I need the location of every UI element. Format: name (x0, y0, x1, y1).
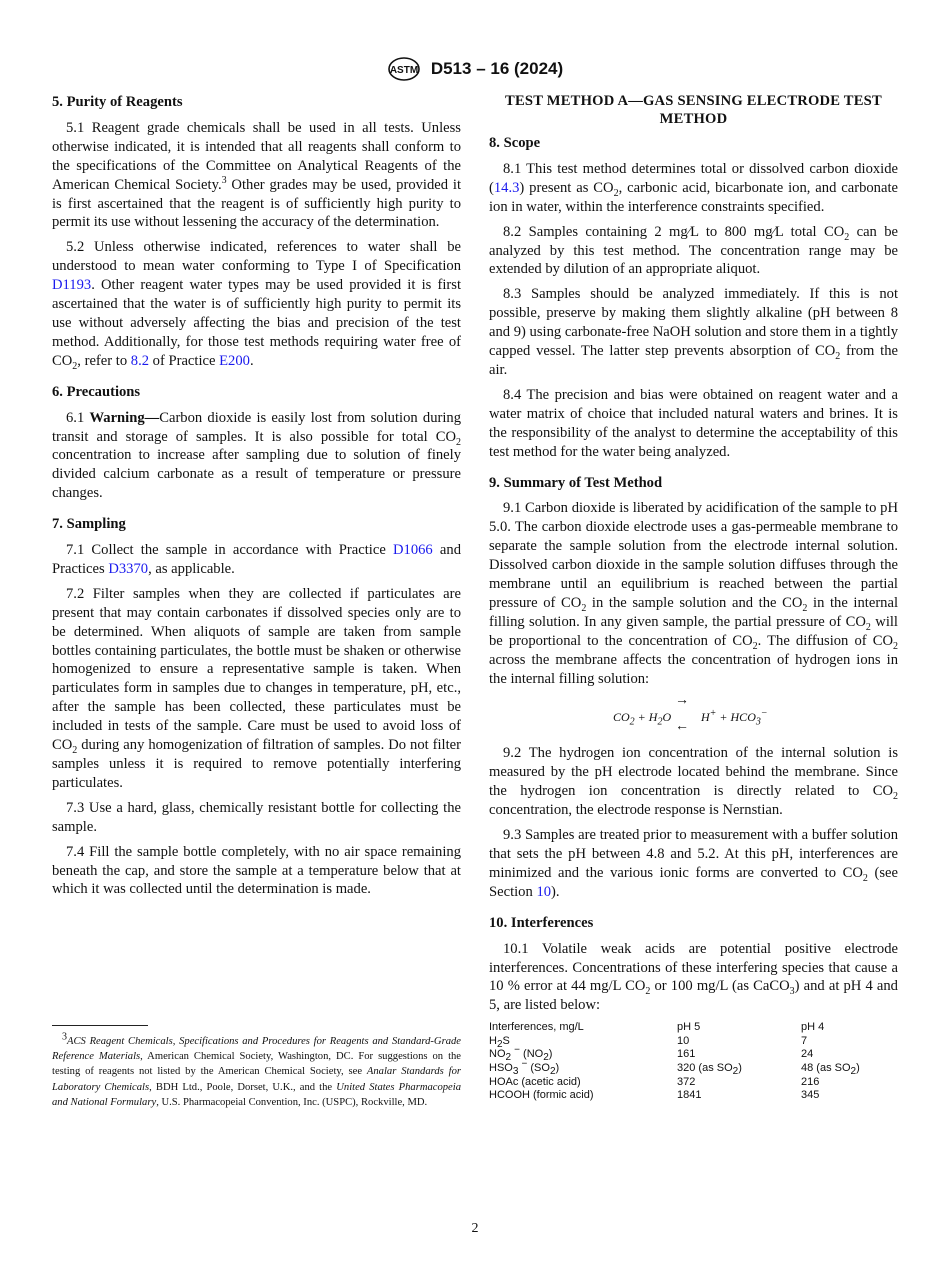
text-run: HCOOH (formic acid) (489, 1089, 594, 1102)
left-column (52, 93, 461, 905)
arrow-glyph: → (675, 693, 689, 709)
text-run: , as applicable. (148, 560, 235, 577)
text-run: 9.3 Samples are treated prior to measurement with a buffer solution that sets the pH between 4.8 and 5.2. At this pH, interferences are minimized and the various ionic forms are converted to CO (489, 827, 898, 881)
text-sup: − (521, 1058, 528, 1070)
text-run: ) and at pH 4 and 5, are listed below: (489, 978, 898, 1014)
table-cell (677, 1076, 801, 1090)
text-run: S (502, 1034, 510, 1047)
section-heading (489, 134, 898, 153)
text-sub: 2 (862, 872, 868, 884)
text-run: ). (551, 883, 560, 900)
text-run: TEST METHOD A—GAS SENSING ELECTRODE TEST METHOD (505, 93, 882, 127)
text-sub: 2 (893, 640, 899, 652)
text-run: HOAc (acetic acid) (489, 1075, 581, 1088)
table-row (489, 1062, 860, 1076)
text-run: of Practice (149, 352, 220, 369)
text-run: , BDH Ltd., Poole, Dorset, U.K., and the (149, 1081, 337, 1093)
table-cell (489, 1089, 677, 1103)
text-run: 8.4 The precision and bias were obtained on reagent water and a water matrix of choice that included natural waters and brines. It is the responsibility of the analyst to determine the acceptability of this test method for the water being analyzed. (489, 386, 898, 460)
section-heading (52, 515, 461, 534)
text-run: 6.1 (66, 409, 90, 426)
text-run: 7.1 Collect the sample in accordance with Practice (66, 542, 393, 559)
paragraph (489, 826, 898, 902)
text-sub: 2 (850, 1066, 857, 1078)
text-sub: 2 (613, 187, 619, 199)
paragraph (489, 744, 898, 820)
text-run: 10 (677, 1034, 690, 1047)
text-run: in the sample solution and the CO (586, 594, 803, 611)
text-run: in the internal filling solution. In any given sample, the partial pressure of CO (489, 594, 899, 630)
table-cell (489, 1058, 677, 1078)
text-run: Interferences, mg/L (489, 1021, 584, 1034)
text-sub: 3 (789, 986, 795, 998)
text-sub: 2 (505, 1052, 512, 1064)
reference-link[interactable]: 14.3 (493, 179, 520, 196)
table-row (489, 1089, 860, 1103)
text-run: NO (489, 1048, 506, 1061)
text-run: ) (856, 1062, 860, 1075)
footnote-text (52, 1031, 462, 1110)
text-run: pH 4 (801, 1021, 825, 1034)
text-run: , American Chemical Society, Washington, DC. For suggestions on the testing of reagents not listed by the American Chemical Society, see (52, 1051, 462, 1078)
text-run: 5.1 Reagent grade chemicals shall be used in all tests. Unless otherwise indicated, it is intended that all reagents shall conform to the specifications of the Committee on Analytical Reagents of the American Chemical Society. (52, 119, 461, 193)
footnote-divider (52, 1025, 148, 1026)
paragraph (489, 160, 898, 217)
text-sub: 2 (802, 602, 808, 614)
text-sub: 2 (456, 436, 461, 448)
text-run: 9. Summary of Test Method (489, 474, 663, 491)
text-run: 7. Sampling (52, 516, 126, 533)
text-run: (NO (519, 1048, 544, 1061)
text-run: 7.2 Filter samples when they are collected if particulates are present that may contain carbonates if dissolved species only are to be determined. When aliquots of sample are taken from sample bottles containing particulates, the bottle must be shaken or otherwise homogenized to ensure a representative sample is taken. When particulates form in samples due to changes in temperature, pH, etc., after the sample has been collected, these particulates must be included in tests of the sample. Care must be used to avoid loss of CO (52, 585, 461, 754)
text-run: 5. Purity of Reagents (52, 94, 183, 110)
paragraph (52, 541, 461, 579)
text-run: 8.2 Samples containing 2 mg⁄L to 800 mg⁄L total CO (503, 223, 845, 240)
text-run: , U.S. Pharmacopeial Convention, Inc. (USPC), Rockville, MD. (156, 1096, 428, 1108)
text-run: 6. Precautions (52, 383, 141, 400)
section-heading (489, 474, 898, 493)
text-run: ) (738, 1062, 742, 1075)
paragraph (489, 386, 898, 462)
equilibrium-arrows-icon (675, 694, 689, 734)
paragraph (52, 843, 461, 900)
text-run: . The diffusion of CO (757, 632, 894, 649)
text-run: ) (555, 1062, 560, 1075)
text-run: CO (613, 710, 630, 725)
text-run: HSO (489, 1062, 513, 1075)
text-run: + H (634, 710, 658, 725)
text-run: (see Section (489, 864, 898, 900)
table-cell (677, 1021, 801, 1035)
text-run: 8.1 This test method determines total or dissolved carbon dioxide ( (489, 160, 898, 196)
text-run: concentration to increase after sampling due to solution of finely divided calcium carbonate as a result of temperature or pressure changes. (52, 447, 461, 502)
right-column (489, 93, 898, 1103)
table-row (489, 1035, 860, 1049)
text-sup: 3 (221, 174, 227, 186)
text-run: 7.4 Fill the sample bottle completely, with no air space remaining beneath the cap, and store the sample at a temperature below that at which it was collected until the determination is made. (52, 843, 461, 898)
text-sub: 2 (844, 231, 850, 243)
table-header-row (489, 1021, 860, 1035)
text-run: . (249, 352, 254, 369)
table-cell (801, 1076, 860, 1090)
paragraph (52, 409, 461, 504)
text-sub: 2 (645, 986, 651, 998)
table-cell (801, 1021, 860, 1035)
text-run: 10. Interferences (489, 914, 594, 931)
text-sup: − (760, 708, 768, 720)
text-sub: 2 (657, 716, 663, 728)
astm-logo-icon (387, 56, 421, 82)
text-sub: 2 (629, 716, 635, 728)
svg-text:ASTM: ASTM (389, 65, 418, 76)
text-run: from the air. (489, 343, 899, 378)
table-cell (489, 1021, 677, 1035)
arrow-glyph: ← (675, 719, 689, 735)
text-run: 48 (as SO (801, 1062, 851, 1075)
document-designation: D513 – 16 (2024) (430, 59, 564, 78)
text-run: or 100 mg/L (as CaCO (650, 978, 790, 995)
text-run: , carbonic acid, bicarbonate ion, and carbonate ion in water, within the interference constraints specified. (489, 179, 898, 215)
text-run: 9.2 The hydrogen ion concentration of the internal solution is measured by the pH electrode located behind the membrane. Since the hydrogen ion concentration is directly related to CO (489, 745, 898, 800)
table-cell (677, 1062, 801, 1076)
test-method-title (489, 93, 898, 128)
section-heading (489, 914, 898, 933)
text-run: H (701, 710, 710, 725)
paragraph (52, 585, 461, 793)
text-run: and Practices (52, 542, 461, 577)
text-i: United States Pharmacopeia and National Formulary (52, 1081, 461, 1108)
text-run: 10.1 Volatile weak acids are potential positive electrode interferences. Concentrations of these interfering species that cause a 10 % error at 44 mg/L CO (489, 940, 898, 995)
table-cell (489, 1076, 677, 1090)
text-run: 7 (801, 1034, 808, 1047)
text-run: will be proportional to the concentration of CO (489, 613, 898, 649)
text-run: Carbon dioxide is easily lost from solution during transit and storage of samples. It is also possible for total CO (52, 409, 461, 445)
text-i: ACS Reagent Chemicals, Specifications and Procedures for Reagents and Standard-Grade Reference Materials (52, 1036, 461, 1063)
text-run: during any homogenization of filtration of samples. Do not filter samples unless it is required to remove potentially interfering particulates. (52, 737, 461, 791)
text-sub: 2 (496, 1039, 503, 1051)
reference-link[interactable]: D3370 (108, 560, 149, 577)
text-run: 7.3 Use a hard, glass, chemically resistant bottle for collecting the sample. (52, 799, 461, 835)
text-run: . Other reagent water types may be used provided it is first ascertained that the water is of sufficiently high purity to permit its use without adversely affecting the bias and precision of the test method. Additionally, for those test methods requiring water free of CO (52, 277, 461, 369)
text-run: across the membrane affects the concentration of hydrogen ions in the internal filling solution: (489, 651, 898, 687)
text-run: 8.3 Samples should be analyzed immediately. If this is not possible, preserve by making them slightly alkaline (pH between 8 and 9) using carbonate-free NaOH solution and store them in a tightly capped vessel. The latter step prevents absorption of CO (489, 286, 898, 360)
text-run: concentration, the electrode response is Nernstian. (489, 802, 783, 819)
section-heading (52, 383, 461, 402)
text-run: ) present as CO (519, 179, 614, 196)
table-row (489, 1048, 860, 1062)
text-run: + HCO (716, 710, 756, 725)
text-sub: 2 (581, 602, 587, 614)
chemical-equation (489, 694, 898, 734)
text-sub: 2 (732, 1066, 739, 1078)
text-run: 5.2 Unless otherwise indicated, references to water shall be understood to mean water conforming to Type I of Specification (52, 239, 461, 275)
interferences-table (489, 1021, 860, 1103)
text-sub: 2 (543, 1052, 549, 1064)
text-sub: 2 (72, 745, 78, 756)
paragraph (52, 799, 461, 837)
text-run: 24 (801, 1048, 814, 1061)
text-run: 345 (801, 1089, 820, 1102)
table-cell (677, 1089, 801, 1103)
table-cell (801, 1062, 860, 1076)
text-run: (SO (527, 1062, 550, 1075)
text-sub: 2 (865, 621, 871, 633)
text-run: 372 (677, 1075, 696, 1088)
equation-products (701, 708, 768, 727)
text-run: 216 (801, 1075, 820, 1088)
paragraph (52, 119, 461, 232)
section-heading (52, 93, 461, 112)
reference-link[interactable]: D1193 (52, 277, 92, 294)
text-b: Warning— (89, 409, 160, 426)
page-header (0, 56, 950, 82)
text-run: O (662, 710, 672, 725)
text-sub: 2 (835, 350, 841, 362)
paragraph (489, 940, 898, 1016)
table-cell (801, 1089, 860, 1103)
text-sub: 2 (72, 360, 78, 372)
footnote (52, 1031, 462, 1110)
text-sub: 3 (512, 1066, 519, 1078)
table-row (489, 1076, 860, 1090)
text-run: 1841 (677, 1089, 702, 1102)
text-sub: 3 (755, 716, 761, 728)
reference-link[interactable]: E200 (219, 352, 250, 369)
text-sub: 2 (549, 1066, 556, 1078)
text-run: ) (548, 1048, 553, 1061)
text-run: 320 (as SO (677, 1062, 733, 1075)
text-sup: + (709, 708, 717, 720)
text-run: Other grades may be used, provided it is first ascertained that the reagent is of sufficiently high purity to permit its use without lessening the accuracy of the determination. (52, 176, 461, 231)
text-run: , refer to (77, 352, 131, 369)
paragraph (52, 238, 461, 370)
table-cell (677, 1035, 801, 1049)
reference-link[interactable]: 10 (536, 883, 552, 900)
text-sup: 3 (62, 1031, 67, 1043)
reference-link[interactable]: D1066 (393, 542, 433, 559)
paragraph (489, 285, 898, 380)
table-cell (801, 1035, 860, 1049)
text-sub: 2 (893, 791, 898, 803)
reference-link[interactable]: 8.2 (130, 352, 150, 369)
text-run: pH 5 (677, 1021, 701, 1034)
table-cell (677, 1048, 801, 1062)
text-run: 8. Scope (489, 135, 541, 151)
table-cell (489, 1044, 677, 1064)
paragraph (489, 499, 898, 688)
text-run: 161 (677, 1048, 696, 1061)
equation-reactants (613, 708, 671, 727)
text-run: can be analyzed by this test method. The concentration range may be extended by dilution of an appropriate aliquot. (489, 223, 898, 278)
text-run: H (489, 1034, 497, 1047)
text-sub: 2 (752, 640, 758, 652)
paragraph (489, 223, 898, 280)
page-number: 2 (471, 1221, 479, 1236)
table-cell (801, 1048, 860, 1062)
text-i: Analar Standards for Laboratory Chemicals (52, 1066, 461, 1093)
text-run: 9.1 Carbon dioxide is liberated by acidification of the sample to pH 5.0. The carbon dioxide electrode uses a gas-permeable membrane to separate the sample solution from the electrode internal solution. Dissolved carbon dioxide in the sample solution diffuses through the membrane until an equilibrium is reached between the partial pressure of CO (489, 500, 898, 611)
text-sup: − (514, 1044, 520, 1056)
